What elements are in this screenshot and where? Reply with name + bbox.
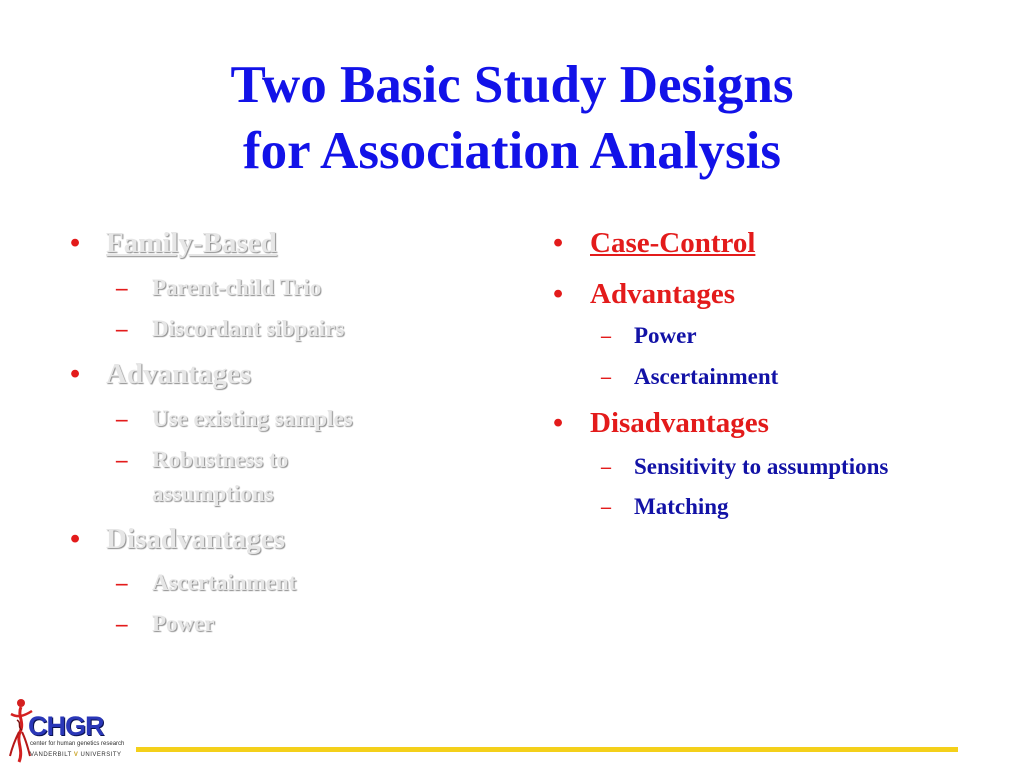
left-sub-text: Ascertainment bbox=[152, 570, 297, 595]
dash-icon: – bbox=[116, 275, 128, 300]
left-heading-family-based: Family-Based bbox=[106, 227, 277, 259]
left-heading-advantages: Advantages bbox=[106, 358, 252, 390]
dash-icon: – bbox=[116, 611, 128, 636]
right-heading-case-control: Case-Control bbox=[590, 227, 756, 259]
dash-icon: – bbox=[601, 456, 611, 478]
left-heading-disadvantages: Disadvantages bbox=[106, 523, 285, 555]
right-sub-text: Matching bbox=[634, 494, 729, 519]
bullet-icon: • bbox=[553, 278, 564, 310]
right-sub-text: Sensitivity to assumptions bbox=[634, 454, 889, 479]
right-heading-disadvantages: Disadvantages bbox=[590, 407, 769, 439]
left-sub-text: Power bbox=[152, 611, 215, 636]
right-sub-text: Power bbox=[634, 323, 697, 348]
left-sub-text: Robustness to bbox=[152, 447, 289, 472]
title-line-2: for Association Analysis bbox=[243, 122, 781, 180]
dash-icon: – bbox=[601, 325, 611, 347]
footer-divider bbox=[136, 747, 958, 752]
logo-letters: CHGR bbox=[28, 711, 104, 741]
right-sub-text: Ascertainment bbox=[634, 364, 779, 389]
bullet-icon: • bbox=[70, 227, 81, 259]
bullet-icon: • bbox=[553, 227, 564, 259]
dash-icon: – bbox=[116, 447, 128, 472]
title-line-1: Two Basic Study Designs bbox=[230, 56, 794, 114]
bullet-icon: • bbox=[70, 523, 81, 555]
dash-icon: – bbox=[116, 406, 128, 431]
logo-subtitle: center for human genetics research bbox=[30, 741, 125, 747]
dash-icon: – bbox=[116, 570, 128, 595]
bullet-icon: • bbox=[553, 407, 564, 439]
vanderbilt-v-icon: V bbox=[73, 752, 79, 758]
left-sub-text: Discordant sibpairs bbox=[152, 316, 345, 341]
dash-icon: – bbox=[116, 316, 128, 341]
slide-title bbox=[0, 52, 1024, 184]
right-heading-advantages: Advantages bbox=[590, 278, 736, 310]
bullet-icon: • bbox=[70, 358, 81, 390]
dash-icon: – bbox=[601, 496, 611, 518]
logo-university bbox=[30, 752, 122, 758]
dash-icon: – bbox=[601, 366, 611, 388]
logo-university-left: VANDERBILT bbox=[30, 752, 72, 758]
left-sub-text: Parent-child Trio bbox=[152, 275, 322, 300]
logo-university-right: UNIVERSITY bbox=[80, 752, 122, 758]
left-sub-text: assumptions bbox=[152, 481, 274, 506]
left-sub-text: Use existing samples bbox=[152, 406, 353, 431]
